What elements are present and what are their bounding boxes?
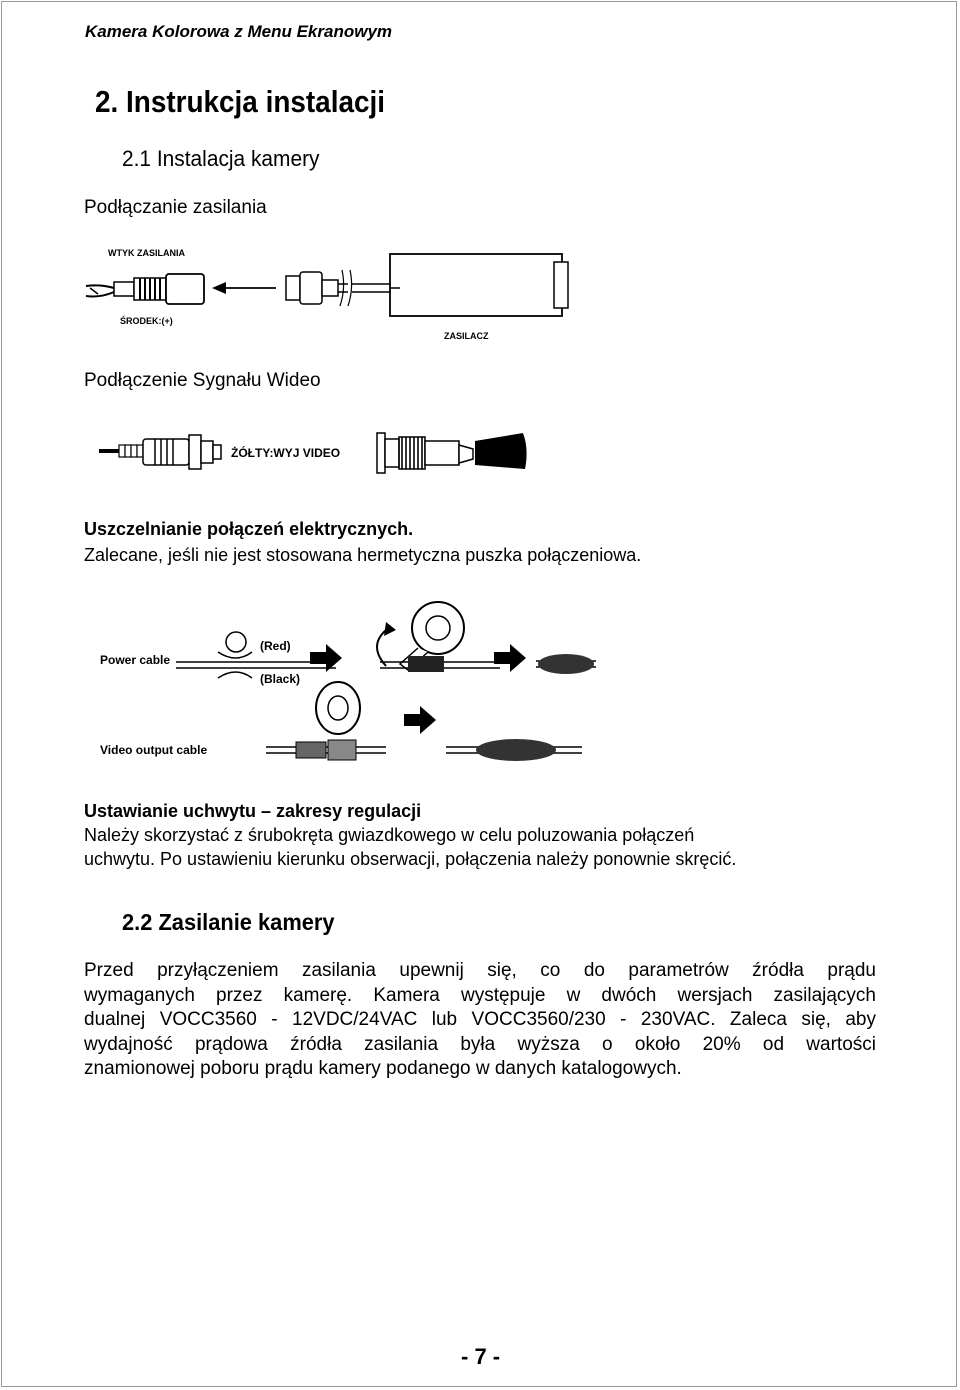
video-cable-label: Video output cable [100, 743, 208, 757]
paragraph-line: wydajność prądowa źródła zasilania była wyższa o około 20% od wartości [84, 1033, 876, 1055]
sealing-title: Uszczelnianie połączeń elektrycznych. [84, 519, 414, 539]
paragraph-line: znamionowej poboru prądu kamery podanego w danych katalogowych. [84, 1058, 682, 1079]
red-wire-label: (Red) [260, 639, 291, 653]
paragraph-line: wymaganych przez kamerę. Kamera występuje w dwóch wersjach zasilających [84, 984, 876, 1006]
paragraph-line: Przed przyłączeniem zasilania upewnij się, co do parametrów źródła prądu [84, 960, 876, 981]
subsection-heading-camera-install: 2.1 Instalacja kamery [122, 146, 320, 171]
plug-label: WTYK ZASILANIA [108, 248, 185, 258]
bracket-line-1: Należy skorzystać z śrubokręta gwiazdkowego w celu poluzowania połączeń [84, 825, 695, 845]
power-connection-label: Podłączanie zasilania [84, 197, 267, 218]
paragraph-line: dualnej VOCC3560 - 12VDC/24VAC lub VOCC3560/230 - 230VAC. Zaleca się, aby [84, 1009, 876, 1030]
video-output-label: ŻÓŁTY:WYJ VIDEO [231, 446, 341, 460]
power-cable-label: Power cable [100, 653, 171, 667]
video-connection-label: Podłączenie Sygnału Wideo [84, 370, 321, 391]
black-wire-label: (Black) [260, 672, 301, 686]
document-header: Kamera Kolorowa z Menu Ekranowym [85, 22, 393, 41]
sealing-note: Zalecane, jeśli nie jest stosowana hermetyczna puszka połączeniowa. [84, 545, 642, 565]
power-supply-label: ZASILACZ [444, 331, 489, 341]
page-number: - 7 - [461, 1344, 501, 1369]
power-connection-figure [80, 240, 580, 350]
bracket-line-2: uchwytu. Po ustawieniu kierunku obserwacji, połączenia należy ponownie skręcić. [84, 849, 737, 869]
center-positive-label: ŚRODEK:(+) [120, 316, 173, 326]
section-heading: 2. Instrukcja instalacji [95, 84, 385, 119]
power-supply-paragraph [84, 959, 876, 1082]
video-connection-figure [95, 425, 535, 485]
subsection-heading-power: 2.2 Zasilanie kamery [122, 909, 335, 935]
sealing-figure [96, 590, 596, 765]
bracket-title: Ustawianie uchwytu – zakresy regulacji [84, 801, 422, 821]
